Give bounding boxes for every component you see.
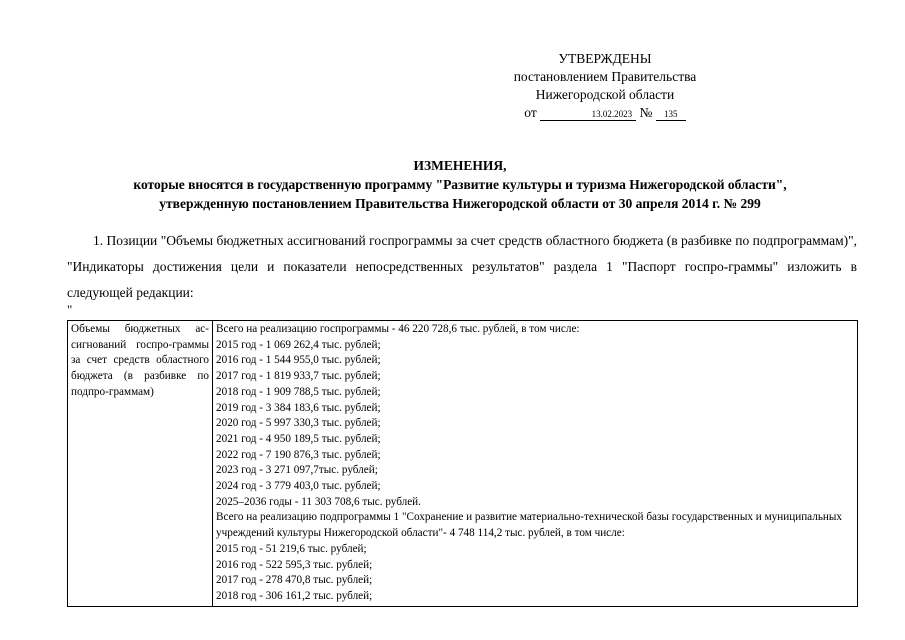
- approval-line-1: постановлением Правительства: [513, 69, 697, 84]
- approval-date-line: [500, 104, 710, 122]
- table-line: 2016 год - 1 544 955,0 тыс. рублей;: [216, 354, 381, 367]
- approval-number: 135: [656, 108, 686, 121]
- approval-date: 13.02.2023: [540, 108, 636, 121]
- paragraph-1: 1. Позиции "Объемы бюджетных ассигнований госпрограммы за счет средств областного бюджета (в разбивке по подпрограммам)", "Индикаторы достижения цели и показатели непосредственных результатов" раздела 1 "Паспорт госпро-граммы" изложить в следующей редакции:: [67, 233, 857, 300]
- table-line: 2016 год - 522 595,3 тыс. рублей;: [216, 558, 373, 571]
- table-line: 2022 год - 7 190 876,3 тыс. рублей;: [216, 448, 381, 461]
- approval-block: [500, 50, 710, 122]
- opening-quote: ": [67, 302, 73, 317]
- table-line: 2015 год - 51 219,6 тыс. рублей;: [216, 542, 367, 555]
- number-label: №: [639, 105, 653, 120]
- table-line: Всего на реализацию госпрограммы - 46 220 728,6 тыс. рублей, в том числе:: [216, 323, 580, 335]
- approval-line-2: Нижегородской области: [535, 87, 675, 102]
- from-label: от: [524, 105, 537, 120]
- table-line: 2019 год - 3 384 183,6 тыс. рублей;: [216, 401, 381, 414]
- table-line: 2021 год - 4 950 189,5 тыс. рублей;: [216, 432, 381, 445]
- table-line: 2020 год - 5 997 330,3 тыс. рублей;: [216, 417, 381, 430]
- table-line: 2015 год - 1 069 262,4 тыс. рублей;: [216, 338, 381, 351]
- table-line: 2018 год - 1 909 788,5 тыс. рублей;: [216, 385, 381, 398]
- heading-title: ИЗМЕНЕНИЯ,: [413, 158, 507, 173]
- table-line: 2017 год - 278 470,8 тыс. рублей;: [216, 574, 373, 587]
- table-line: 2017 год - 1 819 933,7 тыс. рублей;: [216, 370, 381, 383]
- table-line: Всего на реализацию подпрограммы 1 "Сохранение и развитие материально-технической базы государственных и муниципальных учреждений культуры Нижегородской области"- 4 748 114,2 тыс. рублей, в том числе:: [216, 511, 843, 540]
- heading-line-1: которые вносятся в государственную программу "Развитие культуры и туризма Нижегородской области",: [133, 177, 787, 192]
- table-line: 2025–2036 годы - 11 303 708,6 тыс. рублей.: [216, 495, 421, 508]
- table-line: 2023 год - 3 271 097,7тыс. рублей;: [216, 464, 378, 477]
- table-left-cell: Объемы бюджетных ас-сигнований госпро-граммы за счет средств областного бюджета (в разбивке по подпро-граммам): [68, 321, 213, 607]
- table-row: [68, 321, 858, 607]
- passport-table: [67, 320, 858, 607]
- table-line: 2024 год - 3 779 403,0 тыс. рублей;: [216, 480, 381, 493]
- document-heading: [60, 156, 860, 213]
- table-line: 2018 год - 306 161,2 тыс. рублей;: [216, 589, 373, 602]
- table-right-cell: [213, 321, 858, 607]
- approval-title: УТВЕРЖДЕНЫ: [558, 51, 652, 66]
- heading-line-2: утвержденную постановлением Правительства Нижегородской области от 30 апреля 2014 г. № 299: [159, 196, 761, 211]
